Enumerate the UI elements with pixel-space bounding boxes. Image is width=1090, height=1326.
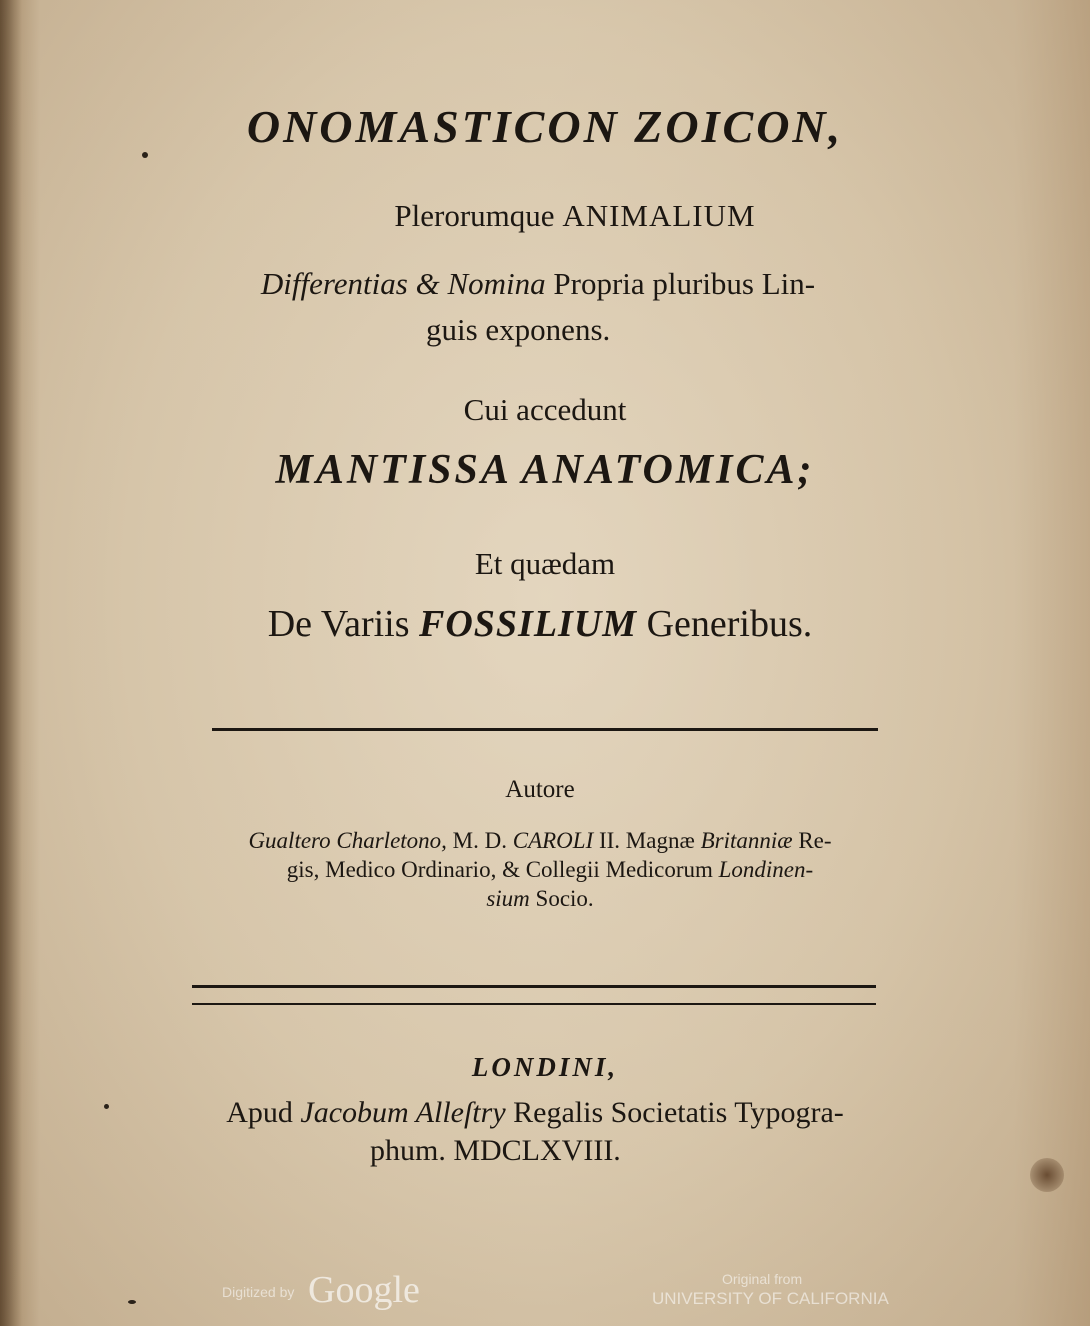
ink-stain	[1030, 1158, 1064, 1192]
subtitle-word-animalium: ANIMALIUM	[562, 198, 756, 233]
author-line-2	[200, 857, 900, 883]
mantissa-anatomica: MANTISSA ANATOMICA;	[275, 447, 815, 493]
ink-speck	[128, 1300, 136, 1304]
author-line-3	[190, 886, 890, 912]
subtitle-line-6: Et quædam	[474, 546, 616, 581]
subtitle-ampersand: &	[415, 266, 440, 301]
subtitle-word-plerorumque: Plerorumque	[394, 198, 555, 233]
digitized-by-label: Digitized by	[222, 1284, 295, 1300]
google-logo: Google	[308, 1269, 420, 1311]
imprint-printer: Jacobum Alleſtry	[300, 1096, 506, 1129]
author-britanniae: Britanniæ	[700, 828, 793, 853]
author-caroli: CAROLI	[512, 828, 594, 853]
double-rule-top	[192, 985, 876, 988]
imprint-city: LONDINI,	[471, 1052, 619, 1082]
subtitle-line-4: Cui accedunt	[463, 392, 627, 427]
page-edge-shadow	[0, 0, 22, 1326]
imprint-line-2: phum. MDCLXVIII.	[370, 1134, 621, 1167]
institution-label: UNIVERSITY OF CALIFORNIA	[652, 1289, 889, 1308]
author-medico: gis, Medico Ordinario, & Collegii Medicorum	[286, 857, 713, 882]
de-variis: De Variis	[267, 603, 410, 645]
generibus: Generibus.	[646, 603, 813, 645]
author-name: Gualtero Charletono,	[248, 828, 447, 853]
imprint-apud: Apud	[226, 1096, 293, 1129]
ink-speck	[104, 1104, 109, 1109]
subtitle-differentias: Differentias	[260, 266, 408, 301]
subtitle-line-3: guis exponens.	[426, 312, 611, 347]
author-londinen: Londinen-	[718, 857, 814, 882]
divider-rule	[212, 728, 878, 731]
author-re: Re-	[798, 828, 832, 853]
autore-label: Autore	[505, 776, 575, 803]
author-sium: sium	[486, 886, 530, 911]
subtitle-line-7	[180, 602, 900, 646]
author-magnae: II. Magnæ	[598, 828, 695, 853]
imprint-regalis: Regalis Societatis Typogra-	[513, 1096, 844, 1129]
author-line-1	[180, 828, 900, 854]
original-from-label: Original from	[722, 1271, 803, 1287]
subtitle-propria: Propria pluribus Lin-	[553, 266, 816, 301]
subtitle-line-1	[190, 198, 960, 234]
imprint-line-1	[180, 1096, 890, 1130]
subtitle-nomina: Nomina	[447, 266, 546, 301]
author-degree: M. D.	[452, 828, 507, 853]
book-title: ONOMASTICON ZOICON,	[246, 101, 844, 152]
ink-speck	[142, 152, 148, 158]
author-socio: Socio.	[535, 886, 594, 911]
subtitle-line-2	[188, 266, 888, 302]
fossilium: FOSSILIUM	[419, 603, 638, 645]
double-rule-bottom	[192, 1003, 876, 1005]
